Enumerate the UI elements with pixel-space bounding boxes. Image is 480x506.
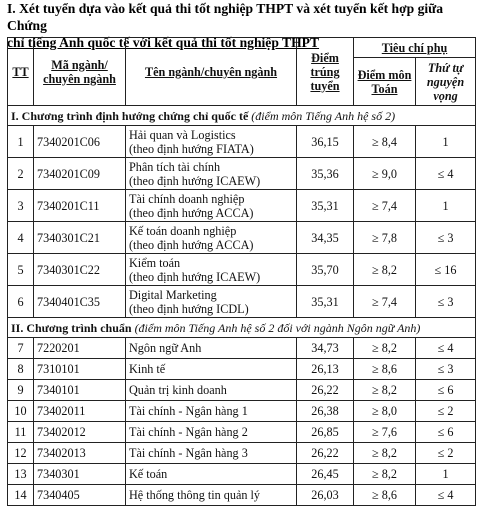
program-code: 7220201 xyxy=(34,338,126,359)
priority-criterion: ≤ 3 xyxy=(416,359,476,380)
math-score-criterion: ≥ 8,6 xyxy=(354,359,416,380)
table-row xyxy=(8,485,476,506)
program-name-main: Kiểm toán xyxy=(129,255,181,270)
program-name-main: Digital Marketing xyxy=(129,287,217,302)
math-score-criterion: ≥ 8,4 xyxy=(354,126,416,158)
row-number: 4 xyxy=(8,222,34,254)
program-name xyxy=(126,254,297,286)
admission-score: 26,85 xyxy=(297,422,354,443)
program-name: Kế toán xyxy=(126,464,297,485)
table-row xyxy=(8,222,476,254)
program-name xyxy=(126,222,297,254)
table-row xyxy=(8,126,476,158)
priority-criterion: ≤ 6 xyxy=(416,380,476,401)
table-row xyxy=(8,286,476,318)
priority-criterion: ≤ 4 xyxy=(416,338,476,359)
program-code: 7340405 xyxy=(34,485,126,506)
program-code: 7340201C11 xyxy=(34,190,126,222)
table-row xyxy=(8,338,476,359)
table-row xyxy=(8,380,476,401)
table-row xyxy=(8,401,476,422)
math-score-criterion: ≥ 8,6 xyxy=(354,485,416,506)
program-name-main: Tài chính doanh nghiệp xyxy=(129,191,245,206)
table-row xyxy=(8,254,476,286)
admission-score: 35,36 xyxy=(297,158,354,190)
math-score-criterion: ≥ 7,8 xyxy=(354,222,416,254)
priority-criterion: ≤ 4 xyxy=(416,158,476,190)
admission-scores-table xyxy=(7,37,476,506)
row-number: 9 xyxy=(8,380,34,401)
program-name: Kinh tế xyxy=(126,359,297,380)
row-number: 6 xyxy=(8,286,34,318)
math-score-criterion: ≥ 8,2 xyxy=(354,254,416,286)
math-score-criterion: ≥ 7,4 xyxy=(354,286,416,318)
cut-off-line xyxy=(7,472,477,480)
table-row xyxy=(8,443,476,464)
program-name: Tài chính - Ngân hàng 2 xyxy=(126,422,297,443)
row-number: 8 xyxy=(8,359,34,380)
section-2-note: (điểm môn Tiếng Anh hệ số 2 đối với ngành Ngôn ngữ Anh) xyxy=(134,320,421,335)
priority-criterion: ≤ 6 xyxy=(416,422,476,443)
header-score: Điểm trúng tuyển xyxy=(297,38,354,106)
math-score-criterion: ≥ 8,2 xyxy=(354,443,416,464)
admission-score: 35,31 xyxy=(297,190,354,222)
admission-score: 35,70 xyxy=(297,254,354,286)
program-name: Hệ thống thông tin quản lý xyxy=(126,485,297,506)
section-1-title: I. Chương trình định hướng chứng chỉ quốc tế xyxy=(11,108,249,123)
program-name-orientation: (theo định hướng ICDL) xyxy=(129,301,249,316)
program-name-main: Phân tích tài chính xyxy=(129,159,221,174)
table-row xyxy=(8,422,476,443)
priority-criterion: ≤ 2 xyxy=(416,401,476,422)
program-name xyxy=(126,158,297,190)
math-score-criterion: ≥ 8,0 xyxy=(354,401,416,422)
admission-score: 26,22 xyxy=(297,380,354,401)
header-priority: Thứ tự nguyện vọng xyxy=(416,58,476,106)
admission-score: 36,15 xyxy=(297,126,354,158)
program-name: Tài chính - Ngân hàng 1 xyxy=(126,401,297,422)
header-criteria: Tiêu chí phụ xyxy=(354,38,476,58)
program-code: 7310101 xyxy=(34,359,126,380)
priority-criterion: 1 xyxy=(416,464,476,485)
row-number: 2 xyxy=(8,158,34,190)
program-code: 73402012 xyxy=(34,422,126,443)
row-number: 13 xyxy=(8,464,34,485)
table-row xyxy=(8,359,476,380)
admission-score: 26,22 xyxy=(297,443,354,464)
header-name: Tên ngành/chuyên ngành xyxy=(126,38,297,106)
row-number: 5 xyxy=(8,254,34,286)
priority-criterion: ≤ 3 xyxy=(416,222,476,254)
header-tt: TT xyxy=(8,38,34,106)
priority-criterion: ≤ 3 xyxy=(416,286,476,318)
program-name-orientation: (theo định hướng ICAEW) xyxy=(129,269,261,284)
program-code: 7340401C35 xyxy=(34,286,126,318)
program-code: 7340101 xyxy=(34,380,126,401)
admission-score: 34,35 xyxy=(297,222,354,254)
heading-line-1: I. Xét tuyển dựa vào kết quả thi tốt nghiệp THPT và xét tuyển kết hợp giữa Chứng xyxy=(7,1,444,33)
program-code: 7340201C06 xyxy=(34,126,126,158)
row-number: 1 xyxy=(8,126,34,158)
section-1-note: (điểm môn Tiếng Anh hệ số 2) xyxy=(251,108,396,123)
admission-score: 26,45 xyxy=(297,464,354,485)
priority-criterion: ≤ 2 xyxy=(416,443,476,464)
row-number: 7 xyxy=(8,338,34,359)
program-name-orientation: (theo định hướng ICAEW) xyxy=(129,173,261,188)
program-code: 7340301C22 xyxy=(34,254,126,286)
math-score-criterion: ≥ 9,0 xyxy=(354,158,416,190)
priority-criterion: ≤ 4 xyxy=(416,485,476,506)
program-name: Quản trị kinh doanh xyxy=(126,380,297,401)
program-name-orientation: (theo định hướng ACCA) xyxy=(129,205,254,220)
header-code: Mã ngành/ chuyên ngành xyxy=(34,38,126,106)
program-name-orientation: (theo định hướng ACCA) xyxy=(129,237,254,252)
header-math: Điểm môn Toán xyxy=(354,58,416,106)
heading-line-2: chỉ tiếng Anh quốc tế với kết quả thi tốt nghiệp THPT xyxy=(7,35,320,50)
math-score-criterion: ≥ 8,2 xyxy=(354,338,416,359)
row-number: 14 xyxy=(8,485,34,506)
table-body xyxy=(8,106,476,506)
program-name xyxy=(126,190,297,222)
priority-criterion: 1 xyxy=(416,126,476,158)
program-code: 7340301 xyxy=(34,464,126,485)
table-row xyxy=(8,190,476,222)
row-number: 10 xyxy=(8,401,34,422)
program-name xyxy=(126,126,297,158)
math-score-criterion: ≥ 8,2 xyxy=(354,464,416,485)
math-score-criterion: ≥ 7,4 xyxy=(354,190,416,222)
section-2-row xyxy=(8,318,476,338)
math-score-criterion: ≥ 8,2 xyxy=(354,380,416,401)
table-row xyxy=(8,158,476,190)
program-code: 73402013 xyxy=(34,443,126,464)
program-code: 7340301C21 xyxy=(34,222,126,254)
row-number: 3 xyxy=(8,190,34,222)
math-score-criterion: ≥ 7,6 xyxy=(354,422,416,443)
row-number: 11 xyxy=(8,422,34,443)
program-name: Ngôn ngữ Anh xyxy=(126,338,297,359)
priority-criterion: 1 xyxy=(416,190,476,222)
admission-score: 26,38 xyxy=(297,401,354,422)
admission-score: 34,73 xyxy=(297,338,354,359)
program-code: 73402011 xyxy=(34,401,126,422)
program-name xyxy=(126,286,297,318)
program-name-orientation: (theo định hướng FIATA) xyxy=(129,141,254,156)
section-2-title: II. Chương trình chuẩn xyxy=(11,320,132,335)
admission-score: 26,13 xyxy=(297,359,354,380)
admission-score: 35,31 xyxy=(297,286,354,318)
program-name-main: Kế toán doanh nghiệp xyxy=(129,223,237,238)
program-code: 7340201C09 xyxy=(34,158,126,190)
section-1-row xyxy=(8,106,476,126)
row-number: 12 xyxy=(8,443,34,464)
admission-score: 26,03 xyxy=(297,485,354,506)
priority-criterion: ≤ 16 xyxy=(416,254,476,286)
program-name: Tài chính - Ngân hàng 3 xyxy=(126,443,297,464)
program-name-main: Hải quan và Logistics xyxy=(129,127,236,142)
